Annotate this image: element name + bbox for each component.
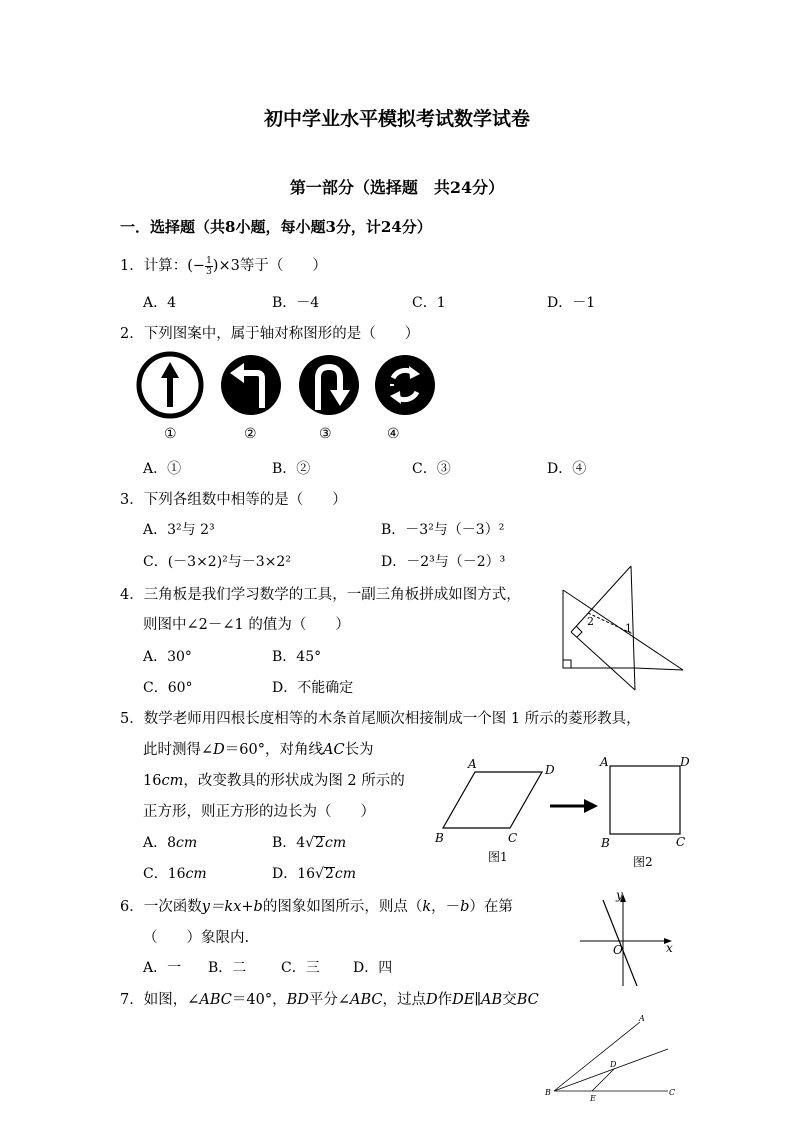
rhombus-square-figure <box>430 752 700 872</box>
text-span: ＝40°， <box>231 992 287 1008</box>
text-span: 作 <box>437 992 453 1008</box>
text-span: ）在第 <box>469 899 513 915</box>
rhombus-shape <box>443 772 542 828</box>
origin-label: O <box>613 943 623 957</box>
option-label: A．8 <box>143 835 177 851</box>
text-span: ，改变教具的形状成为图 2 所示的 <box>183 773 405 789</box>
angle-label-1: 1 <box>625 622 632 635</box>
option-d[interactable] <box>272 863 356 883</box>
text-span: 长为 <box>344 742 374 758</box>
question-6 <box>120 895 513 916</box>
axis-label-y: y <box>616 888 623 902</box>
math-span: b <box>460 899 470 915</box>
option-d[interactable]: D．④ <box>547 461 587 477</box>
rhombus-label-a: A <box>468 757 477 771</box>
option-a[interactable] <box>143 832 197 852</box>
option-d[interactable]: D．四 <box>353 960 393 976</box>
set-squares-figure <box>555 562 690 692</box>
option-label: C．16 <box>143 866 186 882</box>
text-span: 的图象如图所示，则点（ <box>262 899 423 915</box>
question-1 <box>120 254 327 277</box>
option-b[interactable] <box>272 832 346 852</box>
text-span: ，－ <box>431 899 461 915</box>
math-span: cm <box>161 773 184 789</box>
option-b[interactable]: B．二 <box>208 960 247 976</box>
sign-label-3: ③ <box>319 426 332 442</box>
sign-label-1: ① <box>164 426 177 442</box>
question-number: 2． <box>120 326 144 342</box>
question-3 <box>120 488 347 509</box>
option-c[interactable]: C．60° <box>143 680 193 696</box>
question-text: 三角板是我们学习数学的工具，一副三角板拼成如图方式， <box>143 587 521 603</box>
square-label-a: A <box>600 755 609 769</box>
square-label-d: D <box>680 755 690 769</box>
math-span: k <box>422 899 432 915</box>
fraction-sign: − <box>192 258 206 274</box>
traffic-signs-figure <box>130 348 450 428</box>
question-text: 下列各组数中相等的是（ ） <box>143 492 347 508</box>
square-label-c: C <box>676 835 686 849</box>
option-c[interactable] <box>143 863 207 883</box>
question-2 <box>120 322 419 343</box>
math-span: DE∥AB <box>452 992 503 1008</box>
sign-label-4: ④ <box>387 426 400 442</box>
question-5-line-3 <box>143 769 405 790</box>
fraction-numerator: 1 <box>206 255 212 266</box>
point-label-a: A <box>639 1014 645 1023</box>
question-7 <box>120 988 539 1009</box>
option-b[interactable]: B．② <box>272 461 311 477</box>
question-text: 数学老师用四根长度相等的木条首尾顺次相接制成一个图 1 所示的菱形教具， <box>143 711 641 727</box>
text-span: 16 <box>143 773 162 789</box>
question-6-line-2: （ ）象限内. <box>143 930 250 946</box>
fraction <box>205 256 213 277</box>
figure-1-caption: 图1 <box>488 850 508 864</box>
sqrt-symbol: √ <box>315 866 324 882</box>
option-d[interactable]: D．不能确定 <box>272 680 354 696</box>
text-span: 如图， <box>143 992 188 1008</box>
point-label-b: B <box>545 1088 551 1097</box>
question-number: 6． <box>120 899 144 915</box>
option-label: B．4 <box>272 835 306 851</box>
option-a[interactable]: A．3²与 2³ <box>143 522 215 538</box>
option-unit: cm <box>334 866 357 882</box>
option-unit: cm <box>176 835 198 851</box>
square-label-b: B <box>601 836 610 850</box>
section-title: 第一部分（选择题 共24分） <box>289 178 505 197</box>
option-c[interactable]: C．③ <box>412 461 451 477</box>
math-span: AC <box>322 742 345 758</box>
roundabout-sign-icon <box>375 355 435 415</box>
math-span: ∠ABC <box>187 992 232 1008</box>
sign-label-2: ② <box>244 426 257 442</box>
math-span: BD <box>286 992 309 1008</box>
point-label-e: E <box>590 1094 596 1103</box>
math-span: BC <box>516 992 539 1008</box>
math-span: y＝kx+b <box>201 899 263 915</box>
square-shape <box>610 766 680 834</box>
option-b[interactable]: B．－4 <box>272 295 320 311</box>
option-b[interactable]: B．45° <box>272 649 322 665</box>
question-4 <box>120 583 521 604</box>
figure-2-caption: 图2 <box>633 855 653 869</box>
question-5-line-4: 正方形，则正方形的边长为（ ） <box>143 804 375 820</box>
rhombus-label-d: D <box>545 763 555 777</box>
axis-label-x: x <box>666 941 673 955</box>
option-d[interactable]: D．－1 <box>547 295 596 311</box>
option-a[interactable]: A．① <box>143 461 182 477</box>
question-number: 7． <box>120 992 144 1008</box>
math-span: ∠D <box>201 742 225 758</box>
question-text: 下列图案中，属于轴对称图形的是（ ） <box>143 326 420 342</box>
option-a[interactable]: A．30° <box>143 649 192 665</box>
option-label: D．16 <box>272 866 316 882</box>
u-turn-sign-icon <box>299 355 359 415</box>
option-b[interactable]: B．－3²与（－3）² <box>381 522 505 538</box>
option-unit: cm <box>185 866 207 882</box>
angle-label-2: 2 <box>587 615 594 628</box>
linear-function-graph <box>576 888 681 990</box>
exam-title: 初中学业水平模拟考试数学试卷 <box>263 108 530 130</box>
question-5-line-2 <box>143 738 374 759</box>
question-text-suffix: )×3等于（ ） <box>212 258 327 274</box>
sqrt-radicand: 2 <box>315 835 325 851</box>
left-turn-sign-icon <box>221 355 281 415</box>
rhombus-label-c: C <box>508 831 518 845</box>
point-label-d: D <box>610 1060 617 1069</box>
text-span: ，过点 <box>382 992 426 1008</box>
section-instructions: 一．选择题（共8小题，每小题3分，计24分） <box>120 218 432 236</box>
question-4-line-2: 则图中∠2－∠1 的值为（ ） <box>143 617 350 633</box>
point-label-c: C <box>669 1088 676 1097</box>
option-a[interactable]: A．一 <box>143 960 182 976</box>
arrow-right-icon <box>584 799 598 813</box>
straight-arrow-sign-icon <box>139 354 201 416</box>
text-span: 平分 <box>308 992 338 1008</box>
math-span: ∠ABC <box>337 992 383 1008</box>
question-number: 4． <box>120 587 144 603</box>
text-span: 此时测得 <box>143 742 201 758</box>
option-a[interactable]: A．4 <box>143 295 177 311</box>
text-span: 交 <box>502 992 517 1008</box>
sqrt-radicand: 2 <box>324 866 334 882</box>
option-c[interactable]: C．(－3×2)²与－3×2² <box>143 554 291 570</box>
question-number: 1． <box>120 258 144 274</box>
sqrt-symbol: √ <box>305 835 315 851</box>
question-number: 3． <box>120 492 144 508</box>
text-span: ＝60°，对角线 <box>224 742 323 758</box>
math-span: D <box>426 992 438 1008</box>
option-c[interactable]: C．三 <box>281 960 320 976</box>
option-c[interactable]: C．1 <box>412 295 446 311</box>
option-d[interactable]: D．－2³与（－2）³ <box>381 554 506 570</box>
question-text: 计算：( <box>143 258 193 274</box>
question-5 <box>120 707 641 728</box>
fraction-denominator: 3 <box>206 266 212 277</box>
question-number: 5． <box>120 711 144 727</box>
rhombus-label-b: B <box>435 831 444 845</box>
angle-bisector-figure <box>540 1010 690 1105</box>
text-span: 一次函数 <box>143 899 202 915</box>
option-unit: cm <box>325 835 347 851</box>
